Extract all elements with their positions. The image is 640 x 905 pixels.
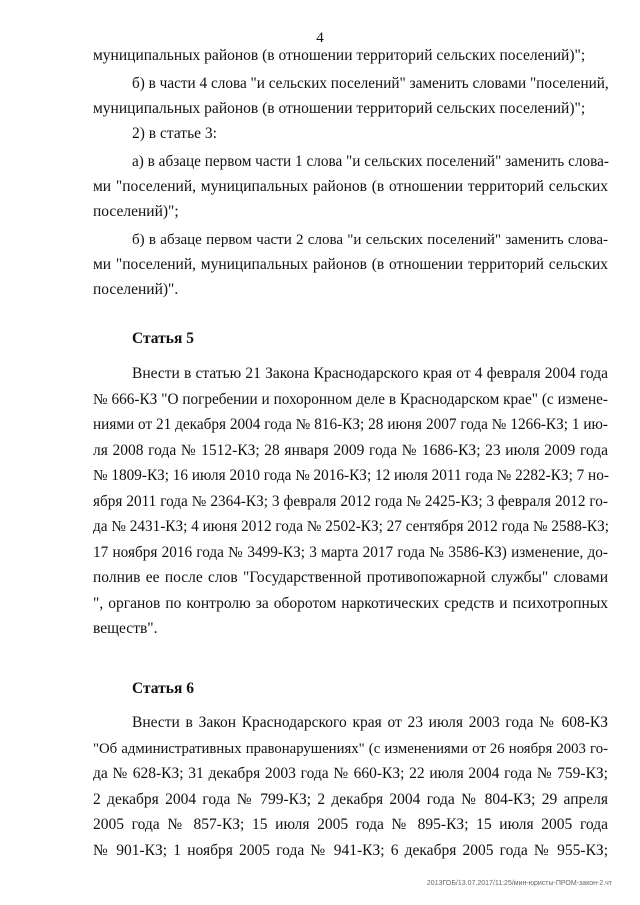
text-line: да № 628-КЗ; 31 декабря 2003 года № 660-КЗ; 22 июля 2004 года № 759-КЗ; xyxy=(93,765,608,782)
text-line: муниципальных районов (в отношении территорий сельских поселений)"; xyxy=(93,47,586,64)
text-line: № 1809-КЗ; 16 июля 2010 года № 2016-КЗ; 12 июля 2011 года № 2282-КЗ; 7 но- xyxy=(93,467,609,484)
text-line: 17 ноября 2016 года № 3499-КЗ; 3 марта 2017 года № 3586-КЗ) изменение, до- xyxy=(93,544,608,561)
text-line: поселений)"; xyxy=(93,203,179,220)
text-line: 2) в статье 3: xyxy=(132,125,217,142)
text-line: б) в абзаце первом части 2 слова "и сельских поселений" заменить слова- xyxy=(132,232,608,248)
article-heading: Статья 6 xyxy=(132,680,194,697)
text-line: № 666-КЗ "О погребении и похоронном деле в Краснодарском крае" (с измене- xyxy=(93,391,608,408)
text-line: Внести в Закон Краснодарского края от 23 июля 2003 года № 608-КЗ xyxy=(132,714,608,731)
text-line: ", органов по контролю за оборотом наркотических средств и психотропных xyxy=(93,595,608,612)
text-line: да № 2431-КЗ; 4 июня 2012 года № 2502-КЗ; 27 сентября 2012 года № 2588-КЗ; xyxy=(93,518,609,535)
text-line: б) в части 4 слова "и сельских поселений" заменить словами "поселений, xyxy=(132,75,609,92)
text-line: веществ". xyxy=(93,620,158,637)
footer-filename: 2013ГОБ/13.07.2017/11:25/мин-юристы-ПРОМ-закон-2.чт xyxy=(426,880,612,887)
text-line: ми "поселений, муниципальных районов (в отношении территорий сельских xyxy=(93,256,608,273)
text-line: № 901-КЗ; 1 ноября 2005 года № 941-КЗ; 6 декабря 2005 года № 955-КЗ; xyxy=(93,842,608,859)
text-line: Внести в статью 21 Закона Краснодарского края от 4 февраля 2004 года xyxy=(132,365,608,382)
text-line: полнив ее после слов "Государственной противопожарной службы" словами xyxy=(93,569,608,586)
text-line: "Об административных правонарушениях" (с изменениями от 26 ноября 2003 го- xyxy=(93,741,608,757)
text-line: ля 2008 года № 1512-КЗ; 28 января 2009 года № 1686-КЗ; 23 июля 2009 года xyxy=(93,442,608,459)
text-line: 2 декабря 2004 года № 799-КЗ; 2 декабря 2004 года № 804-КЗ; 29 апреля xyxy=(93,791,608,808)
text-line: а) в абзаце первом части 1 слова "и сельских поселений" заменить слова- xyxy=(132,153,609,170)
text-line: муниципальных районов (в отношении территорий сельских поселений)"; xyxy=(93,100,586,117)
text-line: ми "поселений, муниципальных районов (в отношении территорий сельских xyxy=(93,178,608,195)
text-line: ниями от 21 декабря 2004 года № 816-КЗ; 28 июня 2007 года № 1266-КЗ; 1 ию- xyxy=(93,416,608,433)
text-line: ября 2011 года № 2364-КЗ; 3 февраля 2012 года № 2425-КЗ; 3 февраля 2012 го- xyxy=(93,493,608,510)
text-line: 2005 года № 857-КЗ; 15 июля 2005 года № 895-КЗ; 15 июля 2005 года xyxy=(93,816,608,833)
page-number: 4 xyxy=(316,30,324,46)
article-heading: Статья 5 xyxy=(132,330,194,347)
text-line: поселений)". xyxy=(93,281,179,298)
